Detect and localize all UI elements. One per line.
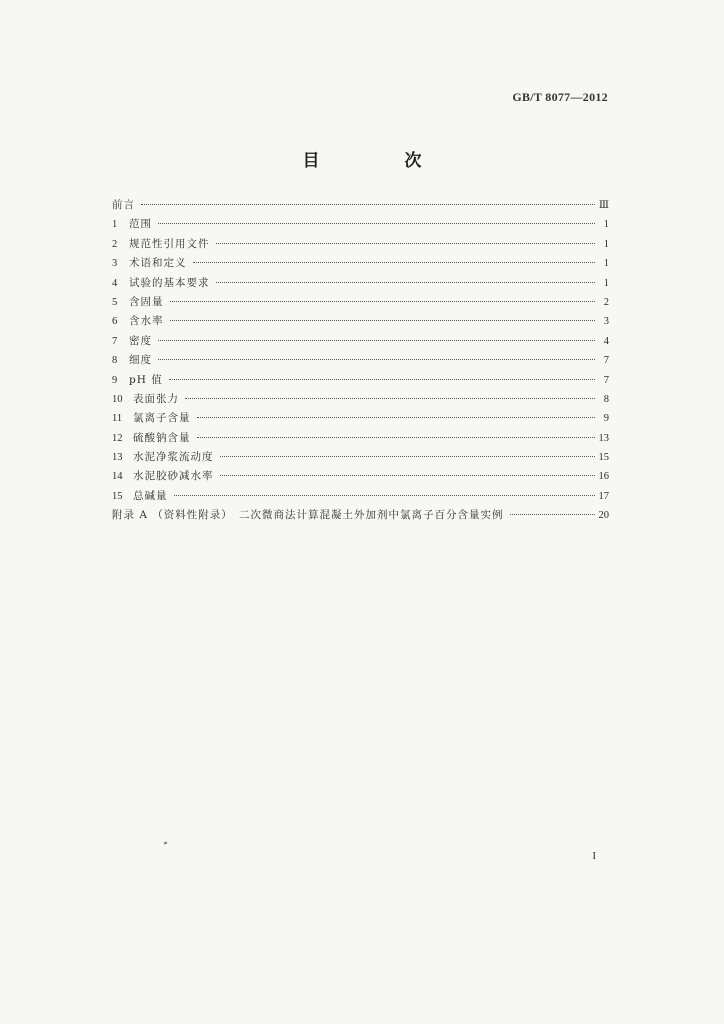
toc-entry-label: 术语和定义 (129, 257, 187, 270)
toc-entry-label: 密度 (129, 334, 152, 347)
toc-entry[interactable] (112, 506, 609, 525)
toc-entry-number: 2 (112, 238, 118, 250)
toc-entry-number: 5 (112, 296, 118, 308)
toc-leader-dots (170, 301, 596, 302)
toc-entry-number: 1 (112, 219, 118, 231)
toc-entry[interactable] (112, 235, 609, 254)
toc-entry-page: 1 (603, 219, 609, 231)
toc-entry-page: Ⅲ (598, 200, 609, 211)
toc-entry-label: 试验的基本要求 (129, 276, 210, 289)
toc-leader-dots (197, 437, 595, 438)
toc-entry-page: 1 (603, 238, 609, 250)
toc-leader-dots (158, 340, 595, 341)
toc-entry-label: 含固量 (129, 295, 164, 308)
toc-entry-number: 8 (112, 355, 118, 367)
toc-entry-label: 表面张力 (133, 392, 179, 405)
toc-entry-page: 3 (603, 316, 609, 328)
toc-entry-number: 15 (112, 490, 123, 502)
toc-leader-dots (220, 475, 595, 476)
toc-entry-number: 11 (112, 413, 123, 425)
toc-leader-dots (185, 398, 595, 399)
toc-entry-page: 17 (598, 490, 609, 502)
toc-leader-dots (141, 204, 595, 205)
toc-entry-page: 16 (598, 471, 609, 483)
toc-leader-dots (169, 379, 595, 380)
toc-entry[interactable] (112, 293, 609, 312)
toc-entry[interactable] (112, 351, 609, 370)
toc-entry[interactable] (112, 448, 609, 467)
toc-entry-label: pH 值 (129, 373, 163, 386)
toc-leader-dots (216, 282, 596, 283)
toc-leader-dots (216, 243, 596, 244)
toc-entry[interactable] (112, 312, 609, 331)
toc-entry-label: 总碱量 (133, 489, 168, 502)
toc-entry-label: 附录 A （资料性附录） 二次微商法计算混凝土外加剂中氯离子百分含量实例 (112, 509, 504, 522)
toc-entry[interactable] (112, 254, 609, 273)
toc-leader-dots (158, 359, 595, 360)
toc-entry-page: 13 (598, 432, 609, 444)
toc-entry[interactable] (112, 487, 609, 506)
toc-entry[interactable] (112, 390, 609, 409)
toc-entry-page: 15 (598, 452, 609, 464)
toc-entry-page: 9 (603, 413, 609, 425)
toc-entry-number: 9 (112, 374, 118, 386)
table-of-contents (112, 196, 609, 526)
toc-entry-number: 7 (112, 335, 118, 347)
toc-leader-dots (158, 223, 595, 224)
toc-entry-number: 14 (112, 471, 123, 483)
toc-entry-page: 4 (603, 335, 609, 347)
toc-entry-page: 2 (603, 296, 609, 308)
toc-entry-label: 水泥胶砂减水率 (133, 470, 214, 483)
toc-entry-number: 3 (112, 258, 118, 270)
page-number: I (592, 850, 596, 862)
toc-entry-label: 前言 (112, 199, 135, 211)
toc-entry-label: 规范性引用文件 (129, 237, 210, 250)
toc-leader-dots (510, 514, 595, 515)
toc-entry-number: 13 (112, 452, 123, 464)
toc-entry-number: 6 (112, 316, 118, 328)
toc-entry[interactable] (112, 196, 609, 215)
page-title: 目 次 (302, 151, 456, 171)
toc-entry[interactable] (112, 429, 609, 448)
toc-leader-dots (174, 495, 595, 496)
scan-speck (164, 841, 168, 844)
toc-entry-page: 20 (598, 510, 609, 522)
toc-entry[interactable] (112, 371, 609, 390)
toc-entry[interactable] (112, 409, 609, 428)
toc-leader-dots (193, 262, 596, 263)
toc-entry-page: 7 (603, 355, 609, 367)
toc-entry-number: 4 (112, 277, 118, 289)
toc-entry[interactable] (112, 467, 609, 486)
toc-leader-dots (220, 456, 595, 457)
toc-entry[interactable] (112, 215, 609, 234)
toc-entry-number: 12 (112, 432, 123, 444)
toc-leader-dots (197, 417, 596, 418)
toc-entry[interactable] (112, 274, 609, 293)
toc-entry-page: 1 (603, 277, 609, 289)
toc-entry-label: 氯离子含量 (133, 412, 191, 425)
toc-entry-label: 含水率 (129, 315, 164, 328)
toc-entry-label: 细度 (129, 354, 152, 367)
toc-entry-label: 范围 (129, 218, 152, 231)
toc-entry-label: 水泥净浆流动度 (133, 451, 214, 464)
toc-entry[interactable] (112, 332, 609, 351)
toc-entry-number: 10 (112, 393, 123, 405)
toc-entry-label: 硫酸钠含量 (133, 431, 191, 444)
toc-entry-page: 1 (603, 258, 609, 270)
toc-entry-page: 7 (603, 374, 609, 386)
standard-code: GB/T 8077—2012 (512, 90, 608, 104)
toc-entry-page: 8 (603, 393, 609, 405)
toc-leader-dots (170, 320, 596, 321)
